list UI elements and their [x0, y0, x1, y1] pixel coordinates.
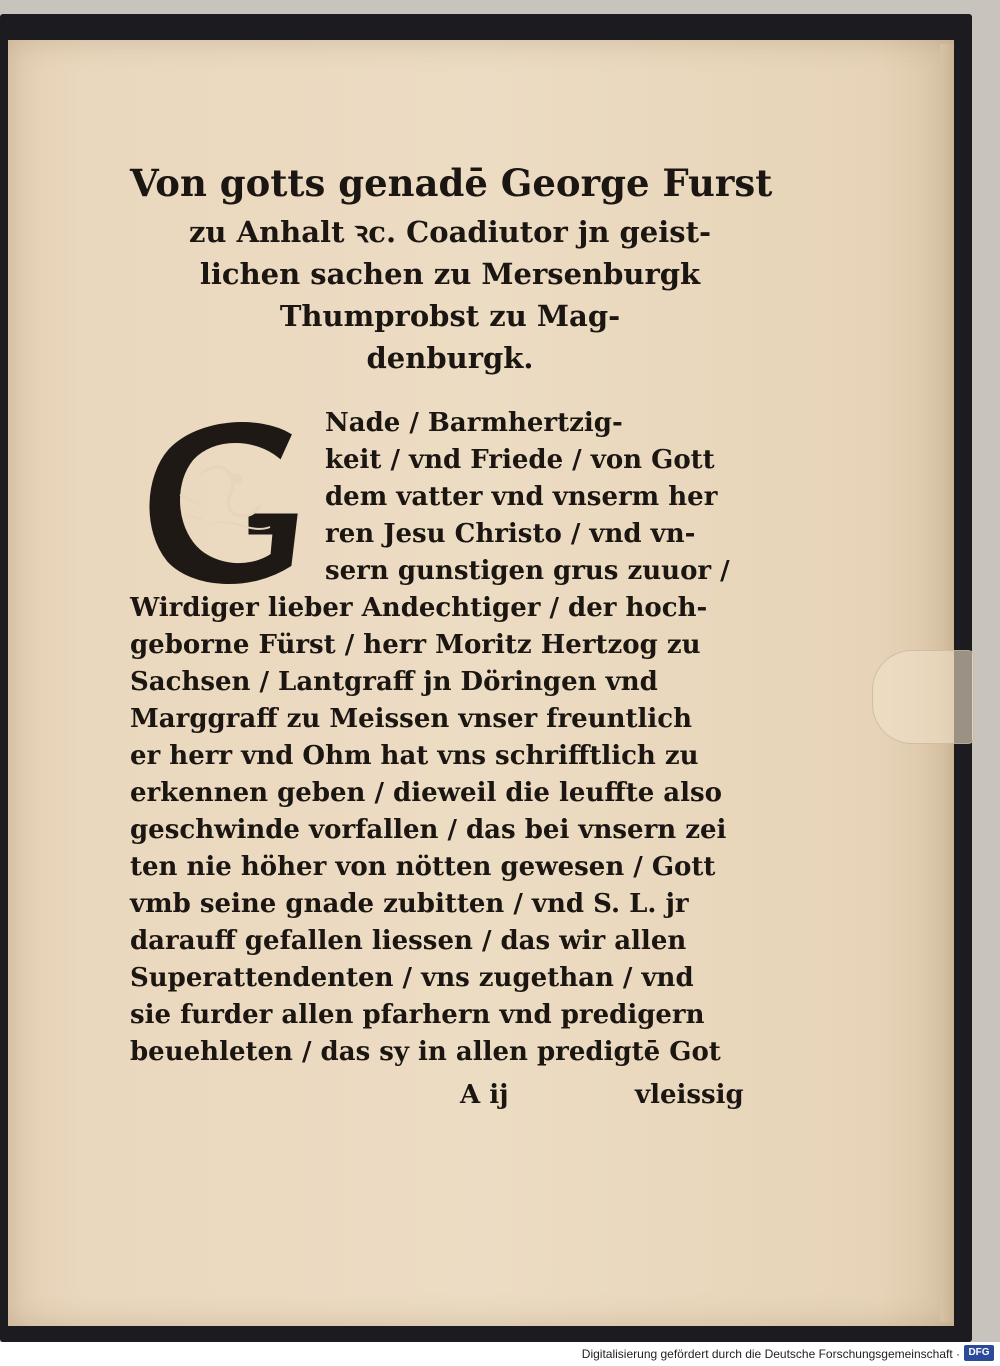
body-text: [130, 405, 750, 1071]
heading-line-3: lichen sachen zu Mersenburgk: [199, 257, 701, 291]
page-heading: [130, 155, 773, 379]
body-line: erkennen geben / dieweil die leuffte also: [130, 778, 722, 808]
body-line: Superattendenten / vns zugethan / vnd: [130, 963, 694, 993]
body-line: sern gunstigen grus zuuor /: [325, 556, 730, 586]
body-line: darauff gefallen liessen / das wir allen: [130, 926, 687, 956]
body-line: er herr vnd Ohm hat vns schrifftlich zu: [130, 741, 699, 771]
heading-line-1: Von gotts genadē George Furst: [130, 161, 773, 205]
footer-credit: Digitalisierung gefördert durch die Deutsche Forschungsgemeinschaft ·: [581, 1347, 960, 1361]
body-line: ten nie höher von nötten gewesen / Gott: [130, 852, 716, 882]
dfg-logo: DFG: [964, 1345, 994, 1361]
body-line: vmb seine gnade zubitten / vnd S. L. jr: [130, 889, 689, 919]
catchword: vleissig: [635, 1080, 744, 1110]
body-line: sie furder allen pfarhern vnd predigern: [130, 1000, 705, 1030]
body-line: Sachsen / Lantgraff jn Döringen vnd: [130, 667, 658, 697]
signature-line: [130, 1080, 750, 1122]
body-line: keit / vnd Friede / von Gott: [325, 445, 715, 475]
body-line: Nade / Barmhertzig-: [325, 408, 623, 438]
heading-line-4: Thumprobst zu Mag-: [279, 299, 621, 333]
footer-bar: [0, 1342, 1000, 1366]
heading-line-2: zu Anhalt ꝛc. Coadiutor jn geist-: [188, 215, 712, 249]
body-line: Wirdiger lieber Andechtiger / der hoch-: [130, 593, 708, 623]
page-tab-marker: [872, 650, 974, 744]
body-line: beuehleten / das sy in allen predigtē Got: [130, 1037, 721, 1067]
body-line: Marggraff zu Meissen vnser freuntlich: [130, 704, 692, 734]
body-line: ren Jesu Christo / vnd vn-: [325, 519, 696, 549]
heading-line-5: denburgk.: [366, 341, 534, 375]
body-line: geborne Fürst / herr Moritz Hertzog zu: [130, 630, 701, 660]
body-line: dem vatter vnd vnserm her: [325, 482, 718, 512]
signature-mark: A ij: [460, 1080, 509, 1110]
body-line: geschwinde vorfallen / das bei vnsern zei: [130, 815, 727, 845]
